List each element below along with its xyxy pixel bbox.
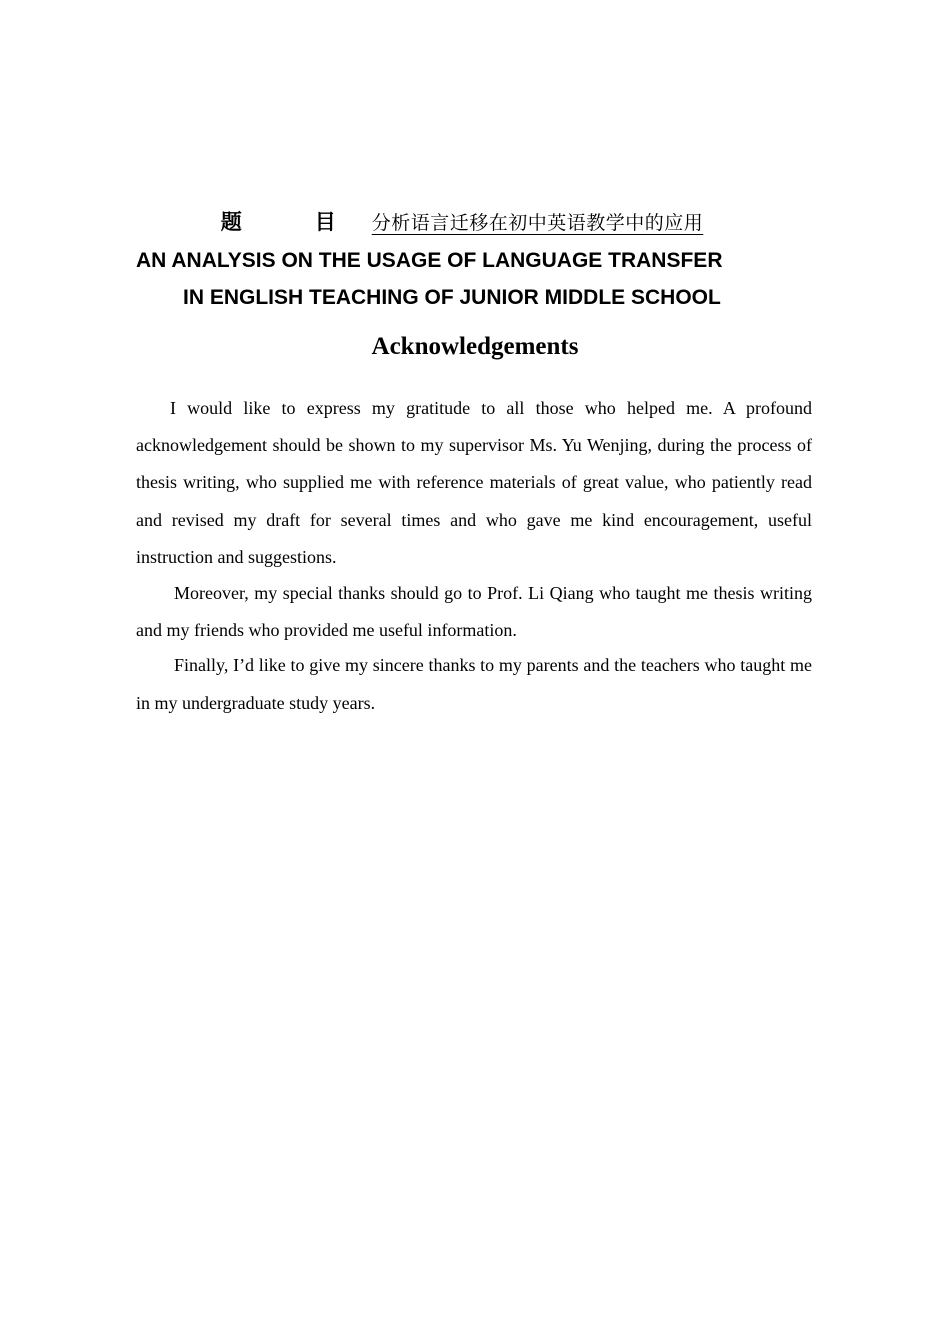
paragraph: Finally, I’d like to give my sincere thanks to my parents and the teachers who taught me in my undergraduate study years.	[136, 655, 812, 713]
acknowledgements-body	[136, 390, 812, 722]
thesis-title-chinese: 分析语言迁移在初中英语教学中的应用	[371, 212, 704, 234]
title-label: 题 目	[220, 210, 362, 234]
section-heading: Acknowledgements	[371, 333, 579, 360]
thesis-title-english-line2: IN ENGLISH TEACHING OF JUNIOR MIDDLE SCHOOL	[183, 286, 721, 309]
thesis-title-row	[0, 205, 950, 240]
paragraph: I would like to express my gratitude to all those who helped me. A profound acknowledgement should be shown to my supervisor Ms. Yu Wenjing, during the process of thesis writing, who supplied me with reference materials of great value, who patiently read and revised my draft for several times and who gave me kind encouragement, useful instruction and suggestions.	[136, 398, 812, 567]
thesis-title-english-line1: AN ANALYSIS ON THE USAGE OF LANGUAGE TRANSFER	[136, 249, 723, 272]
paragraph: Moreover, my special thanks should go to Prof. Li Qiang who taught me thesis writing and my friends who provided me useful information.	[136, 582, 812, 640]
